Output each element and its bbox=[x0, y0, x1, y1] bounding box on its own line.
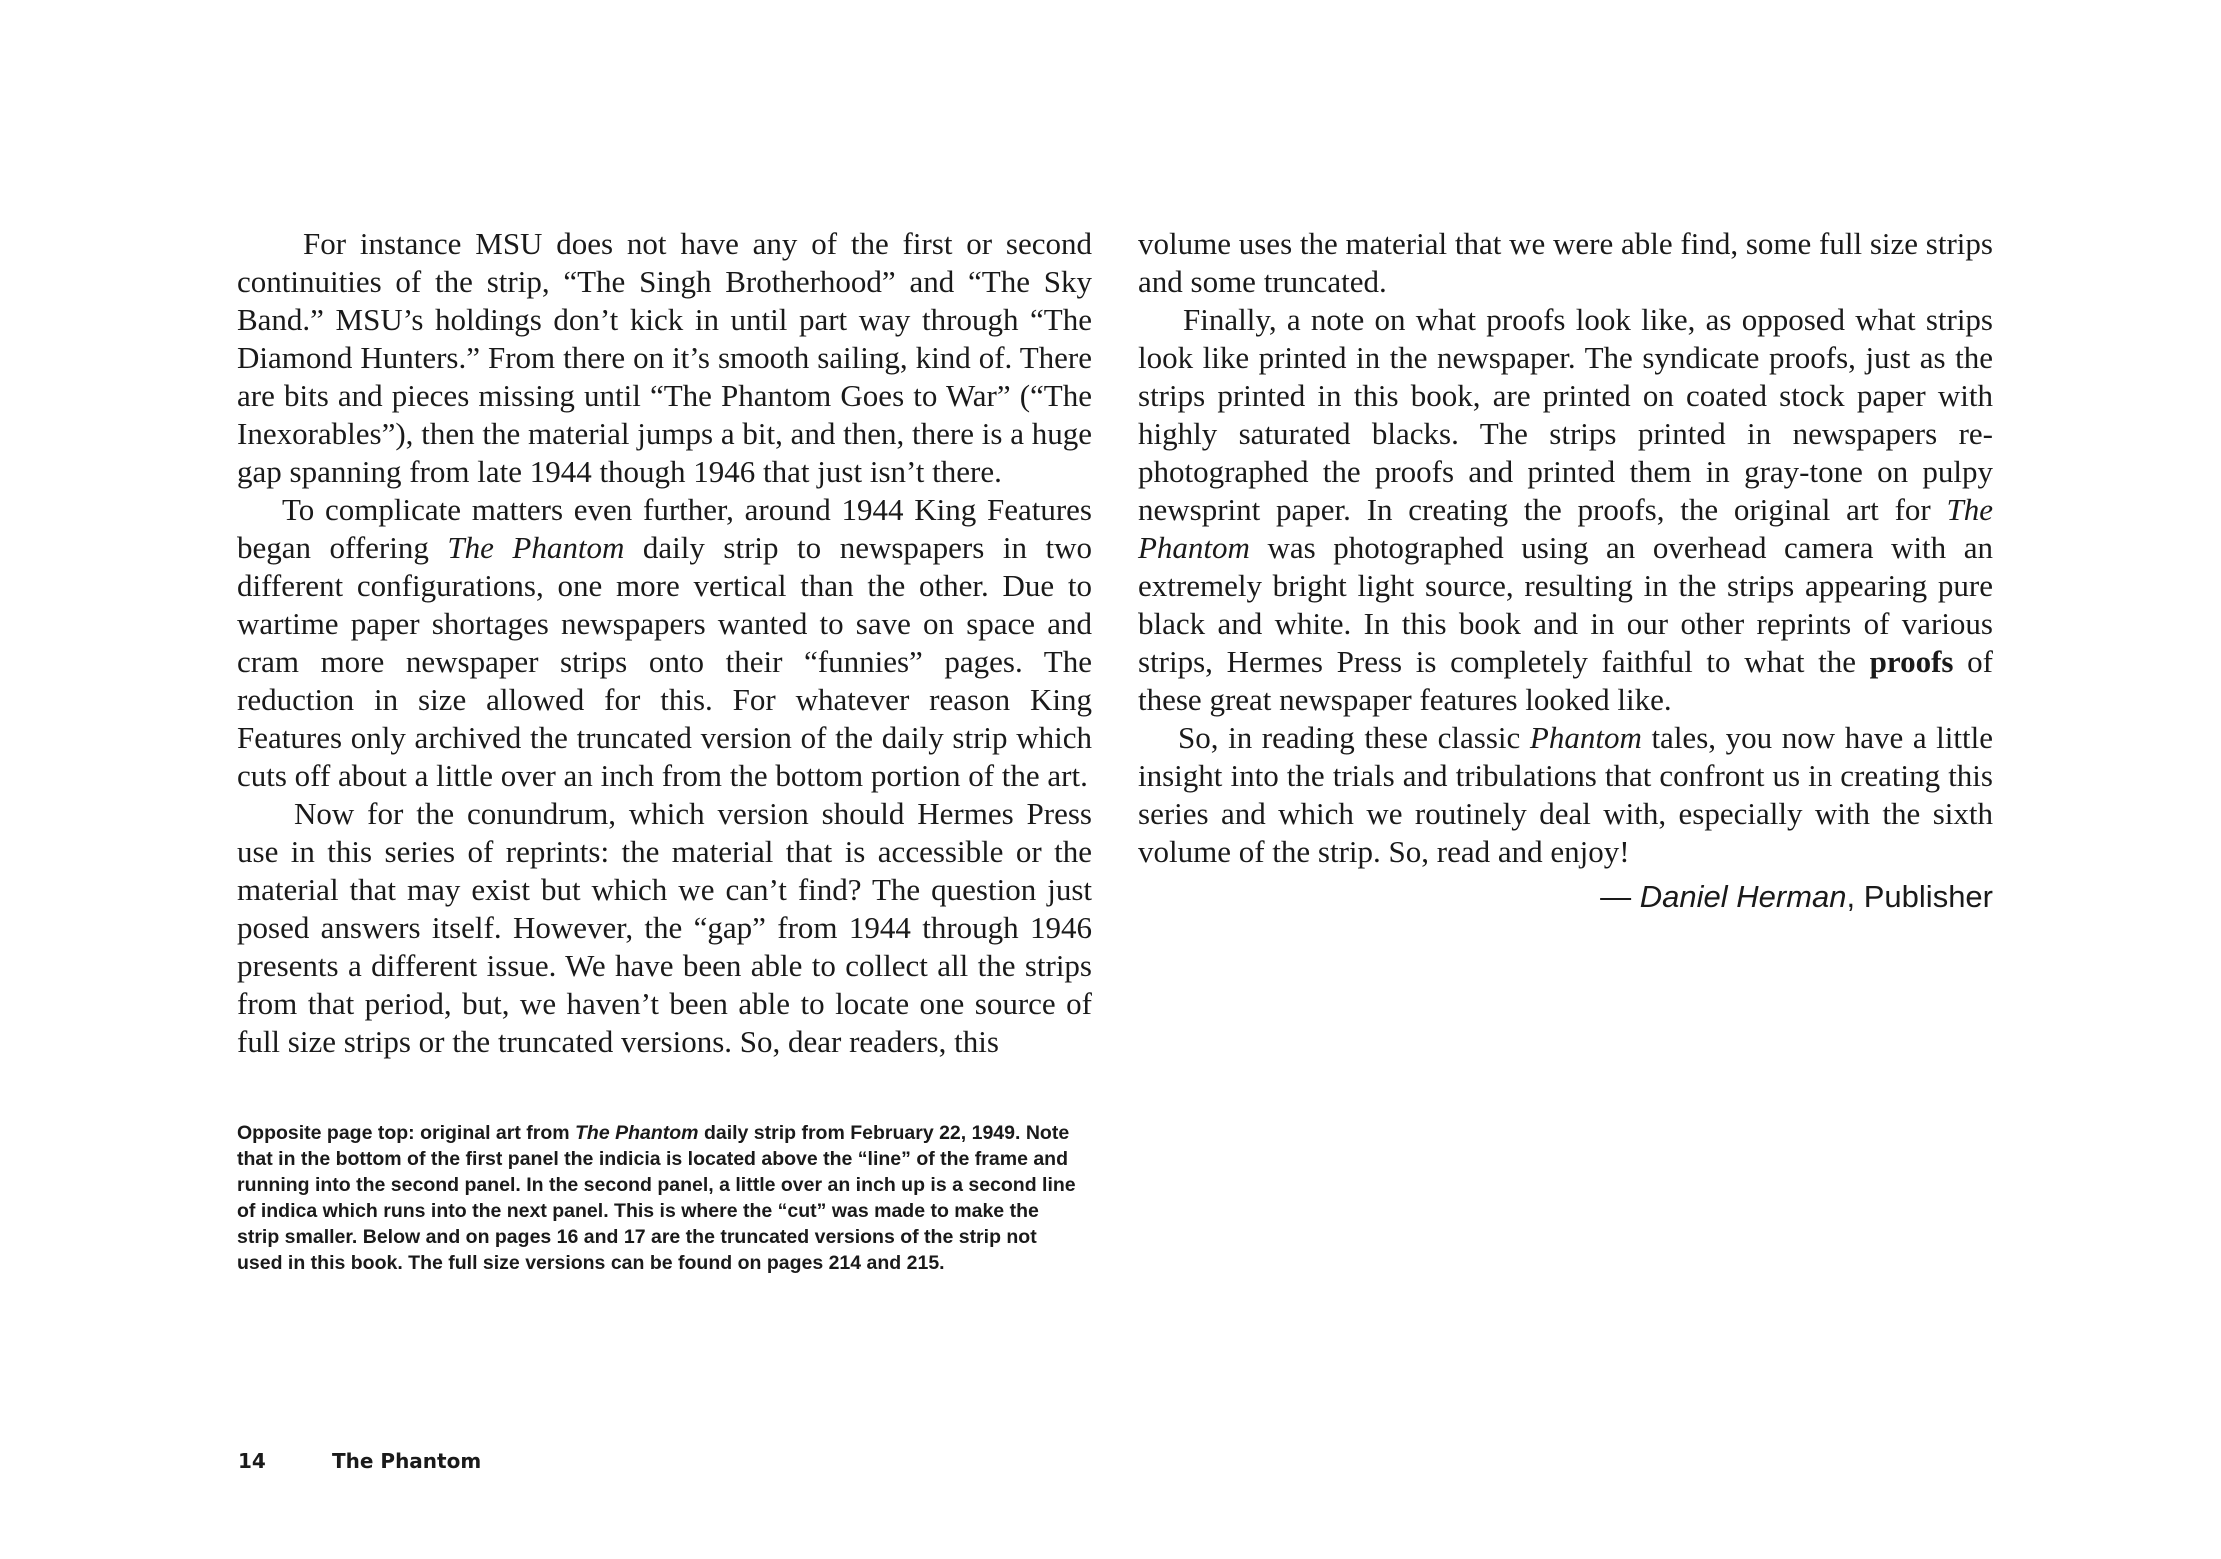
signature-line bbox=[1138, 877, 1993, 917]
right-paragraph-2-text-b: was photographed using an overhead camera with an extremely bright light source, resulting in the strips appearing pure black and white. In this book and in our other reprints of various strips, Hermes Press is completely faithful to what the bbox=[1138, 530, 1993, 679]
left-paragraph-2-title-italic: The Phantom bbox=[447, 530, 625, 565]
caption-text-a: Opposite page top: original art from bbox=[237, 1122, 576, 1144]
image-caption bbox=[237, 1120, 1082, 1276]
right-paragraph-2-text-a: Finally, a note on what proofs look like, as opposed what strips look like printed in the newspaper. The syndicate proofs, just as the strips printed in this book, are printed on coated stock paper with highly saturated blacks. The strips printed in newspapers re-photographed the proofs and printed them in gray-tone on pulpy newsprint paper. In creating the proofs, the original art for bbox=[1138, 302, 1993, 527]
left-paragraph-2 bbox=[237, 491, 1092, 795]
left-paragraph-3: Now for the conundrum, which version should Hermes Press use in this series of reprints: the material that is accessible or the material that may exist but which we can’t find? The question just posed answers itself. However, the “gap” from 1944 through 1946 presents a different issue. We have been able to collect all the strips from that period, but, we haven’t been able to locate one source of full size strips or the truncated versions. So, dear readers, this bbox=[237, 796, 1092, 1059]
right-paragraph-3 bbox=[1138, 719, 1993, 871]
left-text-column bbox=[237, 225, 1092, 1061]
left-paragraph-2-text-b: daily strip to newspapers in two different configurations, one more vertical than the other. Due to wartime paper shortages newspapers wanted to save on space and cram more newspaper strips onto their “funnies” pages. The reduction in size allowed for this. For whatever reason King Features only archived the truncated version of the daily strip which cuts off about a little over an inch from the bottom portion of the art. bbox=[237, 530, 1092, 793]
signature-dash: — bbox=[1600, 879, 1640, 914]
running-title: The Phantom bbox=[332, 1449, 482, 1473]
right-text-column bbox=[1138, 225, 1993, 917]
left-paragraph-1: For instance MSU does not have any of the first or second continuities of the strip, “The Singh Brotherhood” and “The Sky Band.” MSU’s holdings don’t kick in until part way through “The Diamond Hunters.” From there on it’s smooth sailing, kind of. There are bits and pieces missing until “The Phantom Goes to War” (“The Inexorables”), then the material jumps a bit, and then, there is a huge gap spanning from late 1944 though 1946 that just isn’t there. bbox=[237, 226, 1092, 489]
signature-name: Daniel Herman bbox=[1639, 879, 1847, 914]
right-paragraph-3-text-a: So, in reading these classic bbox=[1178, 720, 1530, 755]
right-paragraph-2-text-c: of these great newspaper features looked like. bbox=[1138, 644, 1993, 717]
right-paragraph-1: volume uses the material that we were able find, some full size strips and some truncated. bbox=[1138, 226, 1993, 299]
signature-role: , Publisher bbox=[1846, 879, 1993, 914]
right-paragraph-3-text-b: tales, you now have a little insight into the trials and tribulations that confront us in creating this series and which we routinely deal with, especially with the sixth volume of the strip. So, read and enjoy! bbox=[1138, 720, 1994, 869]
right-paragraph-2-bold-proofs: proofs bbox=[1869, 644, 1954, 679]
left-paragraph-2-text-a: To complicate matters even further, around 1944 King Features began offering bbox=[237, 492, 1092, 565]
caption-title-italic: The Phantom bbox=[575, 1122, 699, 1144]
caption-text-b: daily strip from February 22, 1949. Note that in the bottom of the first panel the indicia is located above the “line” of the frame and running into the second panel. In the second panel, a little over an inch up is a second line of indica which runs into the next panel. This is where the “cut” was made to make the strip smaller. Below and on pages 16 and 17 are the truncated versions of the strip not used in this book. The full size versions can be found on pages 214 and 215. bbox=[237, 1122, 1076, 1274]
right-paragraph-3-italic: Phantom bbox=[1529, 720, 1642, 755]
page-number: 14 bbox=[238, 1449, 266, 1473]
right-paragraph-2-title-italic: The Phantom bbox=[1138, 492, 1993, 565]
right-paragraph-2 bbox=[1138, 301, 1993, 719]
